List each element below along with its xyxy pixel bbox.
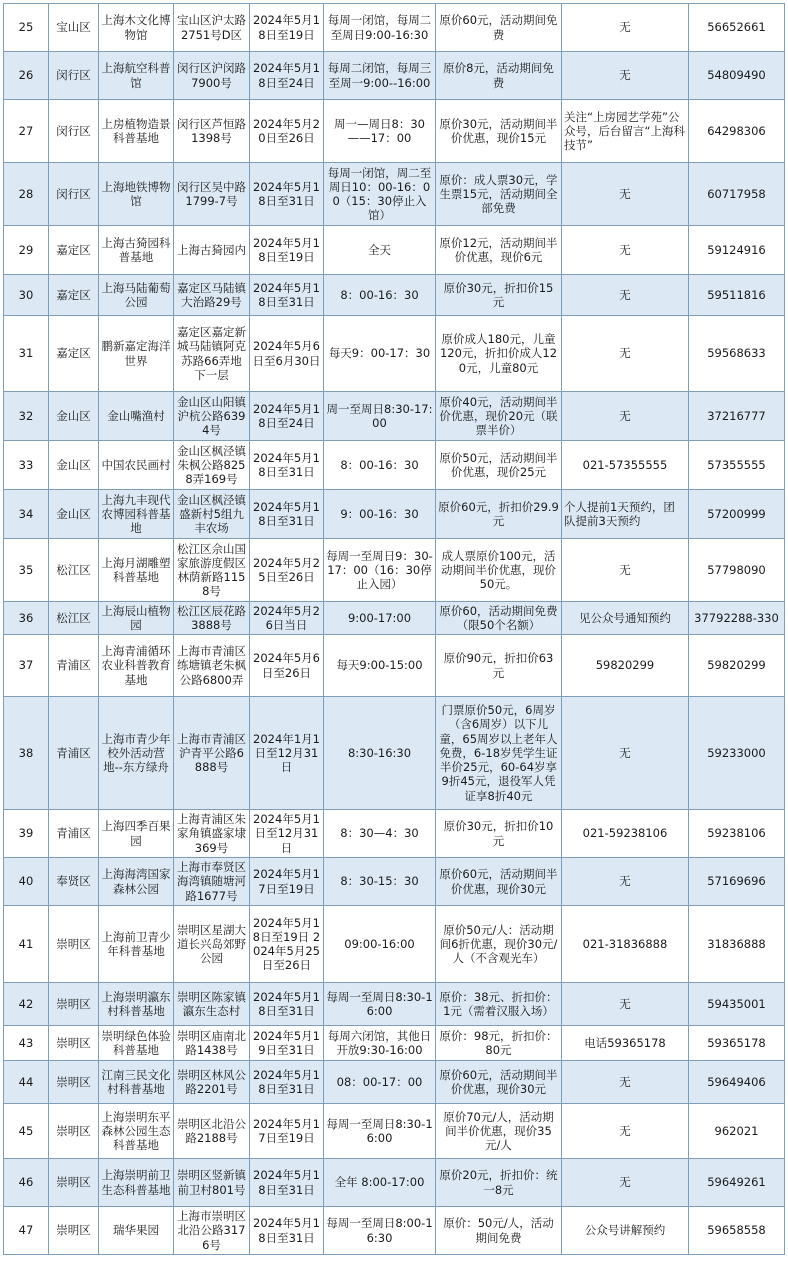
address-cell: 金山区山阳镇沪杭公路6394号 (174, 392, 250, 441)
reservation-cell: 021-57355555 (562, 441, 689, 490)
price-cell: 原价60元，活动期间半价优惠，现价30元 (436, 858, 562, 906)
dates-cell: 2024年5月17日至19日 (250, 858, 324, 906)
reservation-cell: 021-31836888 (562, 906, 689, 983)
price-cell: 原价60元，折扣价29.9元 (436, 490, 562, 539)
address-cell: 松江区佘山国家旅游度假区林荫新路1158号 (174, 539, 250, 602)
phone-cell: 59124916 (689, 226, 785, 275)
address-cell: 上海市奉贤区海湾镇随塘河路1677号 (174, 858, 250, 906)
row-number: 43 (4, 1026, 49, 1061)
dates-cell: 2024年5月18日至31日 (250, 1159, 324, 1207)
hours-cell: 全天 (324, 226, 436, 275)
address-cell: 上海青浦区朱家角镇盛家埭369号 (174, 810, 250, 858)
row-number: 46 (4, 1159, 49, 1207)
table-row (4, 316, 785, 392)
dates-cell: 2024年5月18日至31日 (250, 441, 324, 490)
reservation-cell: 无 (562, 4, 689, 52)
phone-cell: 59365178 (689, 1026, 785, 1061)
district-cell: 崇明区 (49, 1104, 99, 1159)
venue-name-cell: 上海九丰现代农博园科普基地 (99, 490, 174, 539)
hours-cell: 每周一闭馆，周二至周日10：00-16：00（15：30停止入馆） (324, 163, 436, 226)
price-cell: 原价30元，折扣价10元 (436, 810, 562, 858)
address-cell: 上海市青浦区练塘镇老朱枫公路6800弄 (174, 635, 250, 697)
phone-cell: 59238106 (689, 810, 785, 858)
address-cell: 嘉定区嘉定新城马陆镇阿克苏路66弄地下一层 (174, 316, 250, 392)
hours-cell: 每天9：00-17：30 (324, 316, 436, 392)
row-number: 39 (4, 810, 49, 858)
venue-name-cell: 上海辰山植物园 (99, 602, 174, 635)
venue-name-cell: 上海市青少年校外活动营地--东方绿舟 (99, 697, 174, 810)
venue-name-cell: 上海前卫青少年科普基地 (99, 906, 174, 983)
address-cell: 崇明区星湖大道长兴岛郊野公园 (174, 906, 250, 983)
phone-cell: 57169696 (689, 858, 785, 906)
row-number: 30 (4, 275, 49, 316)
address-cell: 崇明区北沿公路2188号 (174, 1104, 250, 1159)
phone-cell: 56652661 (689, 4, 785, 52)
dates-cell: 2024年5月18日至31日 (250, 275, 324, 316)
price-cell: 成人票原价100元，活动期间半价优惠，现价50元。 (436, 539, 562, 602)
district-cell: 崇明区 (49, 983, 99, 1026)
price-cell: 原价60元，活动期间免费 (436, 4, 562, 52)
phone-cell: 57798090 (689, 539, 785, 602)
dates-cell: 2024年5月18日至31日 (250, 490, 324, 539)
row-number: 47 (4, 1207, 49, 1255)
hours-cell: 每周一至周日8:30-16:00 (324, 983, 436, 1026)
table-row (4, 983, 785, 1026)
phone-cell: 59820299 (689, 635, 785, 697)
venue-name-cell: 中国农民画村 (99, 441, 174, 490)
district-cell: 崇明区 (49, 1026, 99, 1061)
phone-cell: 57355555 (689, 441, 785, 490)
venue-name-cell: 瑞华果园 (99, 1207, 174, 1255)
hours-cell: 周一—周日8：30——17：00 (324, 100, 436, 163)
price-cell: 原价60，活动期间免费（限50个名额） (436, 602, 562, 635)
venue-name-cell: 崇明绿色体验科普基地 (99, 1026, 174, 1061)
dates-cell: 2024年5月18日至19日 (250, 4, 324, 52)
price-cell: 原价60元，活动期间半价优惠，现价30元 (436, 1061, 562, 1104)
phone-cell: 59435001 (689, 983, 785, 1026)
hours-cell: 每周一至周日8:30-16:00 (324, 1104, 436, 1159)
venue-name-cell: 上海航空科普馆 (99, 52, 174, 100)
phone-cell: 59233000 (689, 697, 785, 810)
hours-cell: 8：30—4：30 (324, 810, 436, 858)
price-cell: 原价30元，折扣价15元 (436, 275, 562, 316)
hours-cell: 08：00-17：00 (324, 1061, 436, 1104)
district-cell: 嘉定区 (49, 316, 99, 392)
venue-name-cell: 金山嘴渔村 (99, 392, 174, 441)
table-row (4, 602, 785, 635)
phone-cell: 57200999 (689, 490, 785, 539)
address-cell: 闵行区芦恒路1398号 (174, 100, 250, 163)
dates-cell: 2024年5月17日至19日 (250, 1104, 324, 1159)
row-number: 33 (4, 441, 49, 490)
price-cell: 原价20元，折扣价：统一8元 (436, 1159, 562, 1207)
venue-name-cell: 上海地铁博物馆 (99, 163, 174, 226)
phone-cell: 59658558 (689, 1207, 785, 1255)
district-cell: 崇明区 (49, 1207, 99, 1255)
reservation-cell: 021-59238106 (562, 810, 689, 858)
phone-cell: 962021 (689, 1104, 785, 1159)
address-cell: 崇明区林风公路2201号 (174, 1061, 250, 1104)
price-cell: 原价50元，活动期间半价优惠，现价25元 (436, 441, 562, 490)
venue-name-cell: 鹏新嘉定海洋世界 (99, 316, 174, 392)
table-row (4, 226, 785, 275)
phone-cell: 31836888 (689, 906, 785, 983)
venue-name-cell: 上海古猗园科普基地 (99, 226, 174, 275)
dates-cell: 2024年5月18日至19日 2024年5月25日至26日 (250, 906, 324, 983)
table-row (4, 1061, 785, 1104)
phone-cell: 64298306 (689, 100, 785, 163)
phone-cell: 54809490 (689, 52, 785, 100)
dates-cell: 2024年5月18日至31日 (250, 163, 324, 226)
dates-cell: 2024年1月1日至12月31日 (250, 697, 324, 810)
district-cell: 宝山区 (49, 4, 99, 52)
phone-cell: 59649406 (689, 1061, 785, 1104)
venue-name-cell: 上海青浦循环农业科普教育基地 (99, 635, 174, 697)
table-row (4, 635, 785, 697)
price-cell: 原价8元，活动期间免费 (436, 52, 562, 100)
row-number: 31 (4, 316, 49, 392)
reservation-cell: 无 (562, 316, 689, 392)
table-row (4, 490, 785, 539)
venue-name-cell: 上海崇明瀛东村科普基地 (99, 983, 174, 1026)
price-cell: 原价50元/人：活动期间6折优惠，现价30元/人（不含观光车） (436, 906, 562, 983)
price-cell: 原价70元/人，活动期间半价优惠，现价35元/人 (436, 1104, 562, 1159)
price-cell: 原价：成人票30元，学生票15元，活动期间全部免费 (436, 163, 562, 226)
row-number: 45 (4, 1104, 49, 1159)
table-row (4, 697, 785, 810)
address-cell: 闵行区沪闵路7900号 (174, 52, 250, 100)
hours-cell: 每周一闭馆，每周二至周日9:00-16:30 (324, 4, 436, 52)
venue-name-cell: 上海月湖雕塑科普基地 (99, 539, 174, 602)
hours-cell: 每天9:00-15:00 (324, 635, 436, 697)
row-number: 44 (4, 1061, 49, 1104)
row-number: 41 (4, 906, 49, 983)
reservation-cell: 无 (562, 1159, 689, 1207)
table-row (4, 539, 785, 602)
venue-name-cell: 上海海湾国家森林公园 (99, 858, 174, 906)
venue-name-cell: 上海木文化博物馆 (99, 4, 174, 52)
dates-cell: 2024年5月18日至31日 (250, 1207, 324, 1255)
row-number: 42 (4, 983, 49, 1026)
venue-table (3, 3, 785, 1255)
address-cell: 崇明区陈家镇瀛东生态村 (174, 983, 250, 1026)
table-row (4, 52, 785, 100)
address-cell: 宝山区沪太路2751号D区 (174, 4, 250, 52)
dates-cell: 2024年5月26日当日 (250, 602, 324, 635)
hours-cell: 每周一至周日9：30-17：00（16：30停止入园） (324, 539, 436, 602)
row-number: 26 (4, 52, 49, 100)
district-cell: 嘉定区 (49, 226, 99, 275)
phone-cell: 60717958 (689, 163, 785, 226)
row-number: 38 (4, 697, 49, 810)
price-cell: 原价：50元/人，活动期间免费 (436, 1207, 562, 1255)
reservation-cell: 无 (562, 1061, 689, 1104)
district-cell: 崇明区 (49, 1061, 99, 1104)
address-cell: 闵行区吴中路1799-7号 (174, 163, 250, 226)
price-cell: 原价12元，活动期间半价优惠，现价6元 (436, 226, 562, 275)
venue-name-cell: 上海崇明前卫生态科普基地 (99, 1159, 174, 1207)
row-number: 34 (4, 490, 49, 539)
row-number: 28 (4, 163, 49, 226)
hours-cell: 9：00-16：30 (324, 490, 436, 539)
table-row (4, 441, 785, 490)
reservation-cell: 无 (562, 697, 689, 810)
row-number: 25 (4, 4, 49, 52)
dates-cell: 2024年5月25日至26日 (250, 539, 324, 602)
hours-cell: 8：00-16：30 (324, 441, 436, 490)
address-cell: 金山区枫泾镇朱枫公路8258弄169号 (174, 441, 250, 490)
hours-cell: 每周一至周日8:00-16:30 (324, 1207, 436, 1255)
dates-cell: 2024年5月20日至26日 (250, 100, 324, 163)
reservation-cell: 无 (562, 983, 689, 1026)
hours-cell: 周一至周日8:30-17:00 (324, 392, 436, 441)
price-cell: 原价：38元、折扣价：1元（需着汉服入场） (436, 983, 562, 1026)
reservation-cell: 无 (562, 275, 689, 316)
dates-cell: 2024年5月19日至31日 (250, 1026, 324, 1061)
hours-cell: 09:00-16:00 (324, 906, 436, 983)
price-cell: 原价：98元，折扣价：80元 (436, 1026, 562, 1061)
venue-name-cell: 上房植物造景科普基地 (99, 100, 174, 163)
district-cell: 闵行区 (49, 163, 99, 226)
district-cell: 闵行区 (49, 100, 99, 163)
row-number: 27 (4, 100, 49, 163)
venue-name-cell: 江南三民文化村科普基地 (99, 1061, 174, 1104)
address-cell: 上海市青浦区沪青平公路6888号 (174, 697, 250, 810)
address-cell: 嘉定区马陆镇大治路29号 (174, 275, 250, 316)
table-row (4, 1207, 785, 1255)
district-cell: 青浦区 (49, 697, 99, 810)
district-cell: 崇明区 (49, 1159, 99, 1207)
row-number: 36 (4, 602, 49, 635)
reservation-cell: 见公众号通知预约 (562, 602, 689, 635)
dates-cell: 2024年5月1日至12月31日 (250, 810, 324, 858)
reservation-cell: 无 (562, 226, 689, 275)
row-number: 35 (4, 539, 49, 602)
address-cell: 松江区辰花路3888号 (174, 602, 250, 635)
dates-cell: 2024年5月18日至24日 (250, 392, 324, 441)
table-row (4, 392, 785, 441)
district-cell: 奉贤区 (49, 858, 99, 906)
district-cell: 青浦区 (49, 635, 99, 697)
phone-cell: 37792288-330 (689, 602, 785, 635)
reservation-cell: 无 (562, 539, 689, 602)
district-cell: 崇明区 (49, 906, 99, 983)
hours-cell: 8：30-15：30 (324, 858, 436, 906)
table-row (4, 1026, 785, 1061)
address-cell: 崇明区竖新镇前卫村801号 (174, 1159, 250, 1207)
address-cell: 上海市崇明区北沿公路3176号 (174, 1207, 250, 1255)
hours-cell: 每周六闭馆，其他日开放9:30-16:00 (324, 1026, 436, 1061)
price-cell: 原价90元，折扣价63元 (436, 635, 562, 697)
price-cell: 原价成人180元，儿童120元，折扣价成人120元，儿童80元 (436, 316, 562, 392)
table-row (4, 275, 785, 316)
table-row (4, 810, 785, 858)
table-row (4, 1159, 785, 1207)
address-cell: 上海古猗园内 (174, 226, 250, 275)
reservation-cell: 电话59365178 (562, 1026, 689, 1061)
phone-cell: 59511816 (689, 275, 785, 316)
district-cell: 青浦区 (49, 810, 99, 858)
dates-cell: 2024年5月18日至31日 (250, 1061, 324, 1104)
reservation-cell: 个人提前1天预约，团队提前3天预约 (562, 490, 689, 539)
table-row (4, 906, 785, 983)
reservation-cell: 无 (562, 392, 689, 441)
dates-cell: 2024年5月18日至24日 (250, 52, 324, 100)
venue-name-cell: 上海四季百果园 (99, 810, 174, 858)
row-number: 32 (4, 392, 49, 441)
address-cell: 金山区枫泾镇盛新村5组九丰农场 (174, 490, 250, 539)
table-row (4, 4, 785, 52)
hours-cell: 每周二闭馆，每周三至周一9:00--16:00 (324, 52, 436, 100)
reservation-cell: 无 (562, 1104, 689, 1159)
phone-cell: 59649261 (689, 1159, 785, 1207)
venue-name-cell: 上海马陆葡萄公园 (99, 275, 174, 316)
price-cell: 原价40元，活动期间半价优惠，现价20元（联票半价） (436, 392, 562, 441)
phone-cell: 59568633 (689, 316, 785, 392)
dates-cell: 2024年5月18日至31日 (250, 983, 324, 1026)
district-cell: 嘉定区 (49, 275, 99, 316)
reservation-cell: 无 (562, 858, 689, 906)
hours-cell: 全年 8:00-17:00 (324, 1159, 436, 1207)
reservation-cell: 关注“上房园艺学苑”公众号，后台留言“上海科技节” (562, 100, 689, 163)
reservation-cell: 无 (562, 163, 689, 226)
district-cell: 闵行区 (49, 52, 99, 100)
venue-name-cell: 上海崇明东平森林公园生态科普基地 (99, 1104, 174, 1159)
hours-cell: 8:30-16:30 (324, 697, 436, 810)
district-cell: 金山区 (49, 490, 99, 539)
district-cell: 金山区 (49, 441, 99, 490)
table-row (4, 163, 785, 226)
reservation-cell: 公众号讲解预约 (562, 1207, 689, 1255)
hours-cell: 8：00-16：30 (324, 275, 436, 316)
dates-cell: 2024年5月18日至19日 (250, 226, 324, 275)
district-cell: 松江区 (49, 602, 99, 635)
phone-cell: 37216777 (689, 392, 785, 441)
reservation-cell: 59820299 (562, 635, 689, 697)
address-cell: 崇明区庙南北路1438号 (174, 1026, 250, 1061)
table-row (4, 100, 785, 163)
dates-cell: 2024年5月6日至6月30日 (250, 316, 324, 392)
reservation-cell: 无 (562, 52, 689, 100)
price-cell: 门票原价50元，6周岁（含6周岁）以下儿童，65周岁以上老年人免费，6-18岁凭学生证半价25元，60-64岁享9折45元，退役军人凭证享8折40元 (436, 697, 562, 810)
district-cell: 金山区 (49, 392, 99, 441)
district-cell: 松江区 (49, 539, 99, 602)
row-number: 37 (4, 635, 49, 697)
table-row (4, 858, 785, 906)
row-number: 29 (4, 226, 49, 275)
hours-cell: 9:00-17:00 (324, 602, 436, 635)
row-number: 40 (4, 858, 49, 906)
price-cell: 原价30元，活动期间半价优惠，现价15元 (436, 100, 562, 163)
table-row (4, 1104, 785, 1159)
dates-cell: 2024年5月6日至26日 (250, 635, 324, 697)
